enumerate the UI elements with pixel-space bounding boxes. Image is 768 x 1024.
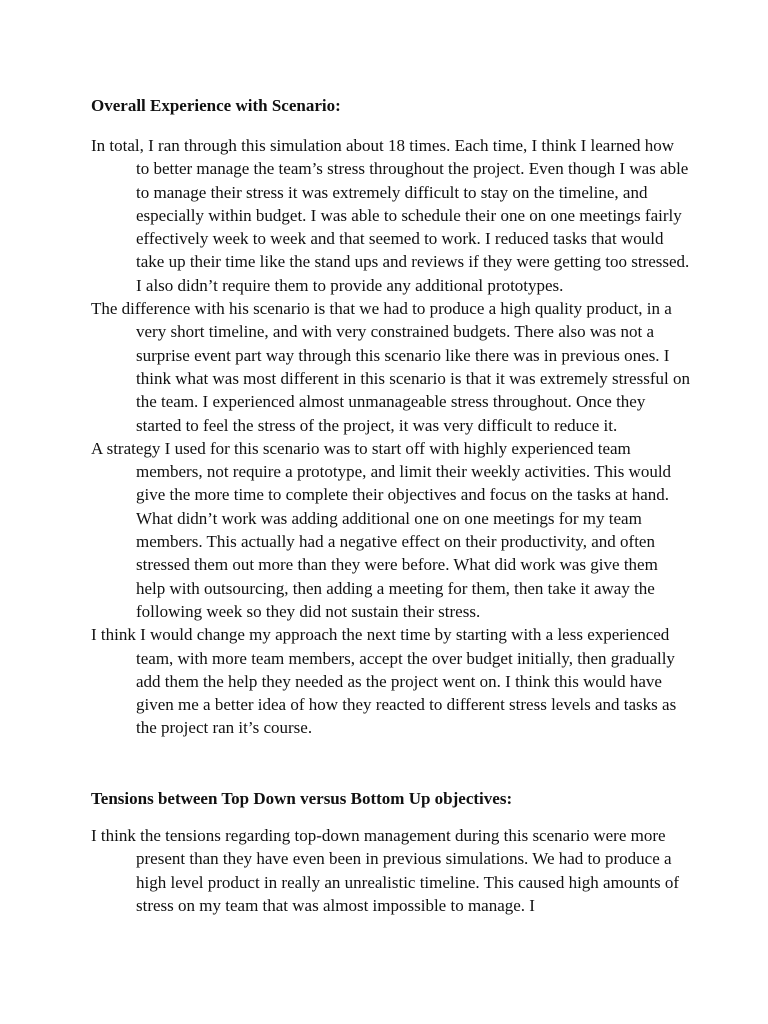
section-body-overall-experience — [91, 134, 691, 740]
paragraph: I think the tensions regarding top-down management during this scenario were more present than they have even been in previous simulations. We had to produce a high level product in really an unrealistic timeline. This caused high amounts of stress on my team that was almost impossible to manage. I — [91, 826, 680, 915]
paragraph: In total, I ran through this simulation about 18 times. Each time, I think I learned how to better manage the team’s stress throughout the project. Even though I was able to manage their stress it was extremely difficult to stay on the timeline, and especially within budget. I was able to schedule their one on one meetings fairly effectively week to week and that seemed to work. I reduced tasks that would take up their time like the stand ups and reviews if they were getting too stressed. I also didn’t require them to provide any additional prototypes. — [91, 136, 690, 295]
paragraph: A strategy I used for this scenario was to start off with highly experienced team members, not require a prototype, and limit their weekly activities. This would give the more time to complete their objectives and focus on the tasks at hand. What didn’t work was adding additional one on one meetings for my team members. This actually had a negative effect on their productivity, and often stressed them out more than they were before. What did work was give them help with outsourcing, then adding a meeting for them, then take it away the following week so they did not sustain their stress. — [91, 438, 672, 621]
section-body-tensions — [91, 824, 691, 917]
paragraph: I think I would change my approach the next time by starting with a less experienced team, with more team members, accept the over budget initially, then gradually add them the help they needed as the project went on. I think this would have given me a better idea of how they reacted to different stress levels and tasks as the project ran it’s course. — [91, 625, 677, 738]
section-heading-overall-experience: Overall Experience with Scenario: — [91, 96, 341, 115]
section-heading-tensions: Tensions between Top Down versus Bottom Up objectives: — [91, 789, 513, 808]
paragraph: The difference with his scenario is that we had to produce a high quality product, in a very short timeline, and with very constrained budgets. There also was not a surprise event part way through this scenario like there was in previous ones. I think what was most different in this scenario is that it was extremely stressful on the team. I experienced almost unmanageable stress throughout. Once they started to feel the stress of the project, it was very difficult to reduce it. — [91, 299, 690, 435]
